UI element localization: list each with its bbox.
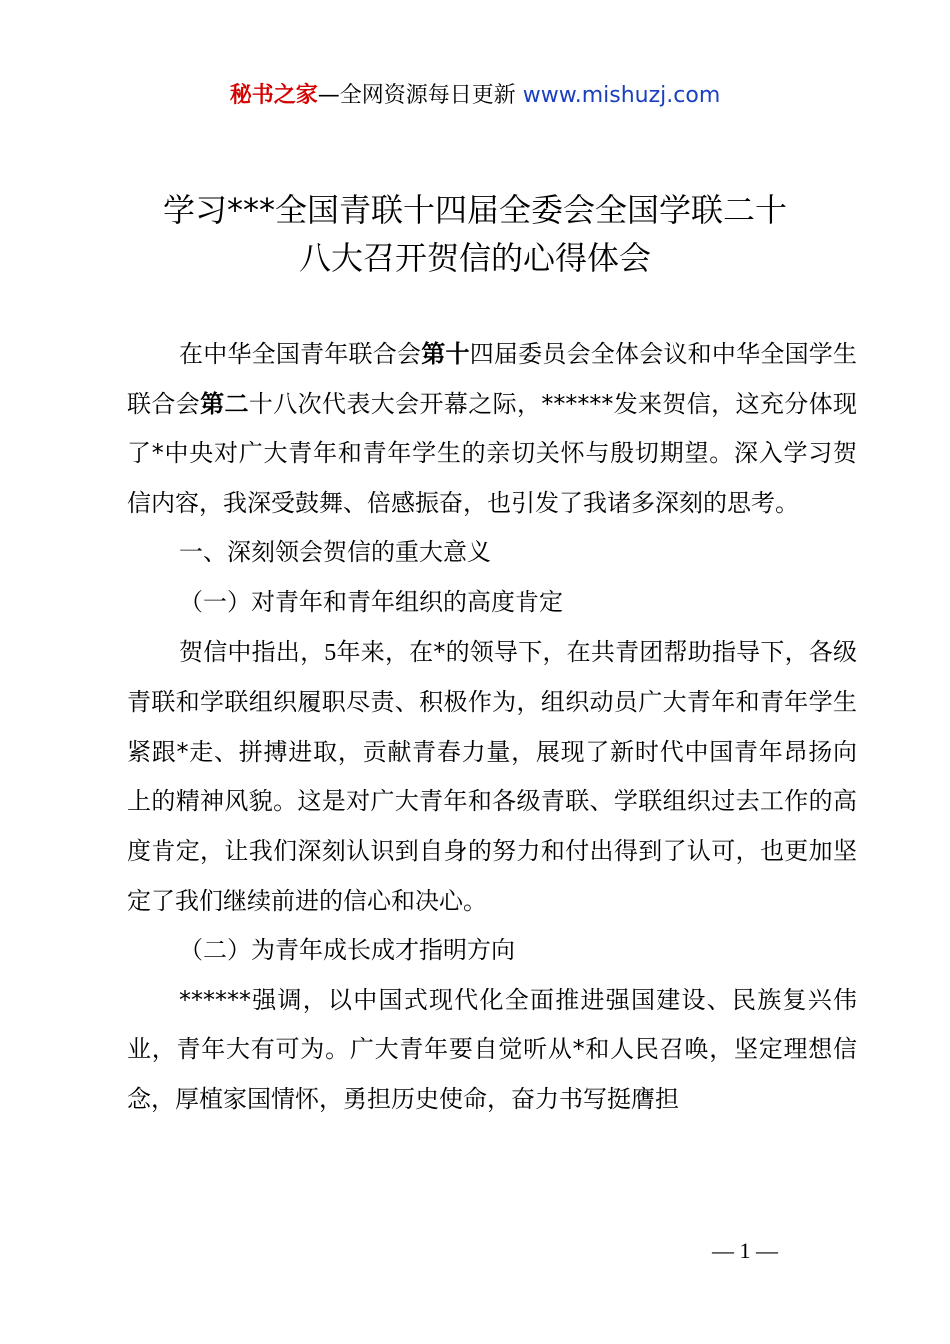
subheading-2: （二）为青年成长成才指明方向 [179,936,515,965]
page-number: — 1 — [712,1238,778,1263]
intro-bold-1: 第十 [421,340,470,368]
paragraph-2: ******强调，以中国式现代化全面推进强国建设、民族复兴伟业，青年大有可为。广大青年要自觉听从*和人民召唤，坚定理想信念，厚植家国情怀，勇担历史使命，奋力书写挺膺担 [127,985,857,1113]
header-tagline: —全网资源每日更新 [317,83,516,108]
intro-bold-2: 第二 [200,389,249,418]
document-title [0,186,950,282]
paragraph-1-text-b: 年来，在*的领导下，在共青团帮助指导下，各级青联和学联组织履职尽责、积极作为，组织动员广大青年和青年学生紧跟*走、拼搏进取，贡献青春力量，展现了新时代中国青年昂扬向上的精神风貌。这是对广大青年和各级青联、学联组织过去工作的高度肯定，让我们深刻认识到自身的努力和付出得到了认可，也更加坚定了我们继续前进的信心和决心。 [127,637,858,915]
intro-text-3: 十八次代表大会开幕之际，******发来贺信，这充分体现了*中央对广大青年和青年学生的亲切关怀与殷切期望。深入学习贺信内容，我深受鼓舞、倍感振奋，也引发了我诸多深刻的思考。 [127,389,858,517]
paragraph-1-text-a: 贺信中指出， [179,637,325,666]
site-url-link[interactable]: www.mishuzj.com [522,83,721,108]
site-header [0,80,950,112]
intro-paragraph [127,330,857,528]
paragraph-1-number: 5 [324,639,337,666]
subheading-1: （一）对青年和青年组织的高度肯定 [179,587,563,616]
document-body [127,330,857,1125]
title-line-1: 学习***全国青联十四届全委会全国学联二十 [162,191,787,229]
title-line-2: 八大召开贺信的心得体会 [298,239,651,277]
brand-name: 秘书之家 [229,83,318,108]
intro-text-2: 四届委员会全体会议和中华全国学生联合会 [127,340,858,418]
section-heading-1: 一、深刻领会贺信的重大意义 [179,538,491,567]
intro-text-1: 在中华全国青年联合会 [179,340,422,368]
paragraph-1 [127,628,857,927]
